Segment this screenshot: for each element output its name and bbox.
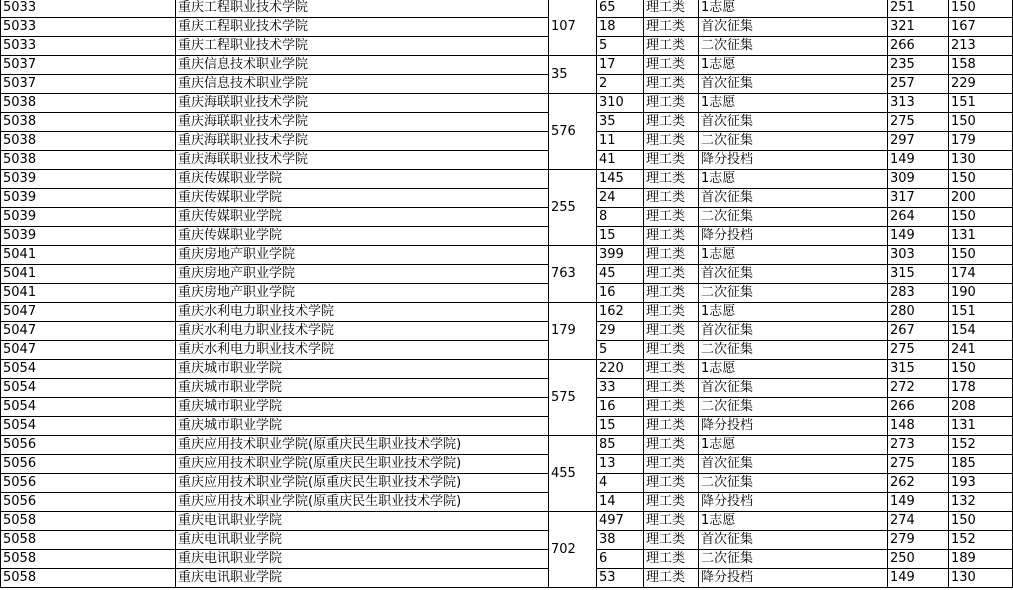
- max-score-cell: 266: [888, 398, 949, 417]
- school-code-cell: 5058: [1, 512, 176, 531]
- table-body: [1, 0, 1013, 588]
- min-score-cell: 154: [949, 322, 1013, 341]
- table-row: [1, 189, 1013, 208]
- table-row: [1, 341, 1013, 360]
- max-score-cell: 315: [888, 360, 949, 379]
- admitted-count-cell: 18: [597, 18, 644, 37]
- min-score-cell: 200: [949, 189, 1013, 208]
- batch-cell: 二次征集: [699, 208, 888, 227]
- admitted-count-cell: 16: [597, 398, 644, 417]
- min-score-cell: 150: [949, 113, 1013, 132]
- min-score-cell: 150: [949, 208, 1013, 227]
- admitted-count-cell: 17: [597, 56, 644, 75]
- batch-cell: 1志愿: [699, 56, 888, 75]
- admitted-count-cell: 6: [597, 550, 644, 569]
- school-name-cell: 重庆应用技术职业学院(原重庆民生职业技术学院): [176, 436, 549, 455]
- school-code-cell: 5047: [1, 341, 176, 360]
- table-row: [1, 417, 1013, 436]
- min-score-cell: 174: [949, 265, 1013, 284]
- max-score-cell: 264: [888, 208, 949, 227]
- max-score-cell: 275: [888, 455, 949, 474]
- min-score-cell: 189: [949, 550, 1013, 569]
- batch-cell: 首次征集: [699, 18, 888, 37]
- batch-cell: 首次征集: [699, 322, 888, 341]
- admitted-count-cell: 65: [597, 0, 644, 18]
- min-score-cell: 178: [949, 379, 1013, 398]
- school-name-cell: 重庆传媒职业学院: [176, 208, 549, 227]
- subject-type-cell: 理工类: [644, 208, 699, 227]
- subject-type-cell: 理工类: [644, 379, 699, 398]
- school-name-cell: 重庆海联职业技术学院: [176, 151, 549, 170]
- max-score-cell: 250: [888, 550, 949, 569]
- min-score-cell: 152: [949, 436, 1013, 455]
- school-code-cell: 5039: [1, 227, 176, 246]
- school-name-cell: 重庆传媒职业学院: [176, 227, 549, 246]
- min-score-cell: 241: [949, 341, 1013, 360]
- school-code-cell: 5056: [1, 474, 176, 493]
- max-score-cell: 148: [888, 417, 949, 436]
- school-name-cell: 重庆城市职业学院: [176, 379, 549, 398]
- max-score-cell: 266: [888, 37, 949, 56]
- table-row: [1, 208, 1013, 227]
- subject-type-cell: 理工类: [644, 0, 699, 18]
- min-score-cell: 190: [949, 284, 1013, 303]
- table-row: [1, 512, 1013, 531]
- school-code-cell: 5041: [1, 265, 176, 284]
- table-row: [1, 151, 1013, 170]
- school-code-cell: 5033: [1, 37, 176, 56]
- subject-type-cell: 理工类: [644, 284, 699, 303]
- max-score-cell: 315: [888, 265, 949, 284]
- min-score-cell: 179: [949, 132, 1013, 151]
- table-row: [1, 360, 1013, 379]
- table-row: [1, 493, 1013, 512]
- admitted-count-cell: 162: [597, 303, 644, 322]
- admitted-count-cell: 35: [597, 113, 644, 132]
- subject-type-cell: 理工类: [644, 132, 699, 151]
- school-name-cell: 重庆电讯职业学院: [176, 512, 549, 531]
- admitted-count-cell: 53: [597, 569, 644, 588]
- school-name-cell: 重庆传媒职业学院: [176, 170, 549, 189]
- admitted-count-cell: 45: [597, 265, 644, 284]
- table-row: [1, 569, 1013, 588]
- admitted-count-cell: 5: [597, 341, 644, 360]
- min-score-cell: 151: [949, 94, 1013, 113]
- subject-type-cell: 理工类: [644, 265, 699, 284]
- batch-cell: 二次征集: [699, 398, 888, 417]
- school-name-cell: 重庆水利电力职业技术学院: [176, 322, 549, 341]
- min-score-cell: 131: [949, 417, 1013, 436]
- max-score-cell: 317: [888, 189, 949, 208]
- school-code-cell: 5058: [1, 531, 176, 550]
- school-code-cell: 5041: [1, 284, 176, 303]
- subject-type-cell: 理工类: [644, 512, 699, 531]
- school-code-cell: 5058: [1, 550, 176, 569]
- school-name-cell: 重庆海联职业技术学院: [176, 94, 549, 113]
- admitted-count-cell: 14: [597, 493, 644, 512]
- max-score-cell: 275: [888, 341, 949, 360]
- subject-type-cell: 理工类: [644, 550, 699, 569]
- max-score-cell: 149: [888, 151, 949, 170]
- table-row: [1, 284, 1013, 303]
- min-score-cell: 167: [949, 18, 1013, 37]
- school-name-cell: 重庆城市职业学院: [176, 360, 549, 379]
- subject-type-cell: 理工类: [644, 474, 699, 493]
- school-name-cell: 重庆城市职业学院: [176, 398, 549, 417]
- school-code-cell: 5054: [1, 417, 176, 436]
- table-row: [1, 550, 1013, 569]
- batch-cell: 二次征集: [699, 284, 888, 303]
- subject-type-cell: 理工类: [644, 189, 699, 208]
- school-code-cell: 5056: [1, 455, 176, 474]
- batch-cell: 首次征集: [699, 189, 888, 208]
- subject-type-cell: 理工类: [644, 493, 699, 512]
- school-code-cell: 5033: [1, 18, 176, 37]
- subject-type-cell: 理工类: [644, 94, 699, 113]
- subject-type-cell: 理工类: [644, 227, 699, 246]
- subject-type-cell: 理工类: [644, 322, 699, 341]
- subject-type-cell: 理工类: [644, 436, 699, 455]
- admitted-count-cell: 5: [597, 37, 644, 56]
- school-code-cell: 5058: [1, 569, 176, 588]
- school-code-cell: 5054: [1, 360, 176, 379]
- admitted-count-cell: 497: [597, 512, 644, 531]
- school-name-cell: 重庆水利电力职业技术学院: [176, 341, 549, 360]
- max-score-cell: 149: [888, 227, 949, 246]
- school-code-cell: 5038: [1, 113, 176, 132]
- school-code-cell: 5054: [1, 379, 176, 398]
- school-code-cell: 5038: [1, 132, 176, 151]
- batch-cell: 1志愿: [699, 170, 888, 189]
- max-score-cell: 272: [888, 379, 949, 398]
- batch-cell: 1志愿: [699, 94, 888, 113]
- school-code-cell: 5039: [1, 170, 176, 189]
- table-row: [1, 56, 1013, 75]
- school-name-cell: 重庆海联职业技术学院: [176, 132, 549, 151]
- school-code-cell: 5056: [1, 493, 176, 512]
- subject-type-cell: 理工类: [644, 398, 699, 417]
- min-score-cell: 150: [949, 512, 1013, 531]
- table-row: [1, 436, 1013, 455]
- batch-cell: 1志愿: [699, 360, 888, 379]
- school-name-cell: 重庆城市职业学院: [176, 417, 549, 436]
- school-name-cell: 重庆房地产职业学院: [176, 265, 549, 284]
- school-code-cell: 5047: [1, 322, 176, 341]
- max-score-cell: 262: [888, 474, 949, 493]
- total-count-cell: 455: [549, 436, 597, 512]
- total-count-cell: 255: [549, 170, 597, 246]
- max-score-cell: 274: [888, 512, 949, 531]
- batch-cell: 降分投档: [699, 151, 888, 170]
- admitted-count-cell: 2: [597, 75, 644, 94]
- table-row: [1, 37, 1013, 56]
- batch-cell: 二次征集: [699, 474, 888, 493]
- school-code-cell: 5038: [1, 151, 176, 170]
- total-count-cell: 107: [549, 0, 597, 56]
- total-count-cell: 576: [549, 94, 597, 170]
- max-score-cell: 257: [888, 75, 949, 94]
- total-count-cell: 35: [549, 56, 597, 94]
- table-row: [1, 132, 1013, 151]
- min-score-cell: 150: [949, 0, 1013, 18]
- max-score-cell: 275: [888, 113, 949, 132]
- batch-cell: 二次征集: [699, 341, 888, 360]
- subject-type-cell: 理工类: [644, 246, 699, 265]
- max-score-cell: 273: [888, 436, 949, 455]
- school-name-cell: 重庆水利电力职业技术学院: [176, 303, 549, 322]
- table-row: [1, 246, 1013, 265]
- school-name-cell: 重庆电讯职业学院: [176, 550, 549, 569]
- subject-type-cell: 理工类: [644, 455, 699, 474]
- school-name-cell: 重庆工程职业技术学院: [176, 0, 549, 18]
- min-score-cell: 229: [949, 75, 1013, 94]
- subject-type-cell: 理工类: [644, 75, 699, 94]
- table-row: [1, 94, 1013, 113]
- batch-cell: 降分投档: [699, 569, 888, 588]
- school-name-cell: 重庆信息技术职业学院: [176, 75, 549, 94]
- batch-cell: 二次征集: [699, 550, 888, 569]
- admitted-count-cell: 399: [597, 246, 644, 265]
- total-count-cell: 179: [549, 303, 597, 360]
- min-score-cell: 130: [949, 569, 1013, 588]
- school-code-cell: 5033: [1, 0, 176, 18]
- batch-cell: 首次征集: [699, 379, 888, 398]
- school-name-cell: 重庆传媒职业学院: [176, 189, 549, 208]
- table-row: [1, 303, 1013, 322]
- table-row: [1, 455, 1013, 474]
- admitted-count-cell: 310: [597, 94, 644, 113]
- batch-cell: 首次征集: [699, 531, 888, 550]
- school-name-cell: 重庆海联职业技术学院: [176, 113, 549, 132]
- max-score-cell: 283: [888, 284, 949, 303]
- subject-type-cell: 理工类: [644, 303, 699, 322]
- admitted-count-cell: 85: [597, 436, 644, 455]
- admitted-count-cell: 11: [597, 132, 644, 151]
- school-name-cell: 重庆工程职业技术学院: [176, 37, 549, 56]
- admitted-count-cell: 4: [597, 474, 644, 493]
- school-name-cell: 重庆电讯职业学院: [176, 531, 549, 550]
- admitted-count-cell: 145: [597, 170, 644, 189]
- school-code-cell: 5038: [1, 94, 176, 113]
- min-score-cell: 193: [949, 474, 1013, 493]
- min-score-cell: 130: [949, 151, 1013, 170]
- subject-type-cell: 理工类: [644, 170, 699, 189]
- admitted-count-cell: 8: [597, 208, 644, 227]
- max-score-cell: 280: [888, 303, 949, 322]
- school-name-cell: 重庆应用技术职业学院(原重庆民生职业技术学院): [176, 474, 549, 493]
- batch-cell: 1志愿: [699, 436, 888, 455]
- table-row: [1, 75, 1013, 94]
- subject-type-cell: 理工类: [644, 113, 699, 132]
- min-score-cell: 152: [949, 531, 1013, 550]
- subject-type-cell: 理工类: [644, 56, 699, 75]
- max-score-cell: 235: [888, 56, 949, 75]
- table-row: [1, 113, 1013, 132]
- min-score-cell: 150: [949, 170, 1013, 189]
- school-code-cell: 5041: [1, 246, 176, 265]
- school-code-cell: 5054: [1, 398, 176, 417]
- batch-cell: 首次征集: [699, 265, 888, 284]
- batch-cell: 降分投档: [699, 227, 888, 246]
- table-row: [1, 227, 1013, 246]
- admitted-count-cell: 41: [597, 151, 644, 170]
- school-name-cell: 重庆电讯职业学院: [176, 569, 549, 588]
- min-score-cell: 132: [949, 493, 1013, 512]
- min-score-cell: 131: [949, 227, 1013, 246]
- batch-cell: 1志愿: [699, 512, 888, 531]
- admitted-count-cell: 29: [597, 322, 644, 341]
- table-row: [1, 0, 1013, 18]
- max-score-cell: 313: [888, 94, 949, 113]
- school-name-cell: 重庆信息技术职业学院: [176, 56, 549, 75]
- max-score-cell: 149: [888, 493, 949, 512]
- school-name-cell: 重庆工程职业技术学院: [176, 18, 549, 37]
- subject-type-cell: 理工类: [644, 417, 699, 436]
- admitted-count-cell: 15: [597, 227, 644, 246]
- subject-type-cell: 理工类: [644, 531, 699, 550]
- min-score-cell: 151: [949, 303, 1013, 322]
- table-row: [1, 531, 1013, 550]
- max-score-cell: 251: [888, 0, 949, 18]
- subject-type-cell: 理工类: [644, 37, 699, 56]
- table-row: [1, 170, 1013, 189]
- batch-cell: 降分投档: [699, 493, 888, 512]
- admitted-count-cell: 24: [597, 189, 644, 208]
- admitted-count-cell: 38: [597, 531, 644, 550]
- min-score-cell: 208: [949, 398, 1013, 417]
- min-score-cell: 185: [949, 455, 1013, 474]
- admitted-count-cell: 33: [597, 379, 644, 398]
- school-code-cell: 5037: [1, 75, 176, 94]
- school-code-cell: 5056: [1, 436, 176, 455]
- school-code-cell: 5047: [1, 303, 176, 322]
- batch-cell: 1志愿: [699, 0, 888, 18]
- subject-type-cell: 理工类: [644, 18, 699, 37]
- total-count-cell: 763: [549, 246, 597, 303]
- table-row: [1, 265, 1013, 284]
- max-score-cell: 149: [888, 569, 949, 588]
- total-count-cell: 575: [549, 360, 597, 436]
- max-score-cell: 267: [888, 322, 949, 341]
- table-row: [1, 398, 1013, 417]
- school-code-cell: 5039: [1, 189, 176, 208]
- min-score-cell: 213: [949, 37, 1013, 56]
- max-score-cell: 309: [888, 170, 949, 189]
- min-score-cell: 150: [949, 360, 1013, 379]
- batch-cell: 降分投档: [699, 417, 888, 436]
- max-score-cell: 297: [888, 132, 949, 151]
- total-count-cell: 702: [549, 512, 597, 588]
- subject-type-cell: 理工类: [644, 360, 699, 379]
- batch-cell: 1志愿: [699, 246, 888, 265]
- school-name-cell: 重庆房地产职业学院: [176, 246, 549, 265]
- table-row: [1, 379, 1013, 398]
- batch-cell: 二次征集: [699, 132, 888, 151]
- batch-cell: 首次征集: [699, 75, 888, 94]
- school-code-cell: 5039: [1, 208, 176, 227]
- table-row: [1, 474, 1013, 493]
- batch-cell: 二次征集: [699, 37, 888, 56]
- admitted-count-cell: 13: [597, 455, 644, 474]
- max-score-cell: 321: [888, 18, 949, 37]
- admitted-count-cell: 16: [597, 284, 644, 303]
- subject-type-cell: 理工类: [644, 341, 699, 360]
- batch-cell: 1志愿: [699, 303, 888, 322]
- school-name-cell: 重庆应用技术职业学院(原重庆民生职业技术学院): [176, 493, 549, 512]
- max-score-cell: 303: [888, 246, 949, 265]
- admitted-count-cell: 220: [597, 360, 644, 379]
- max-score-cell: 279: [888, 531, 949, 550]
- table-row: [1, 18, 1013, 37]
- min-score-cell: 150: [949, 246, 1013, 265]
- subject-type-cell: 理工类: [644, 569, 699, 588]
- subject-type-cell: 理工类: [644, 151, 699, 170]
- school-name-cell: 重庆房地产职业学院: [176, 284, 549, 303]
- table-row: [1, 322, 1013, 341]
- min-score-cell: 158: [949, 56, 1013, 75]
- batch-cell: 首次征集: [699, 455, 888, 474]
- admitted-count-cell: 15: [597, 417, 644, 436]
- school-code-cell: 5037: [1, 56, 176, 75]
- school-name-cell: 重庆应用技术职业学院(原重庆民生职业技术学院): [176, 455, 549, 474]
- batch-cell: 首次征集: [699, 113, 888, 132]
